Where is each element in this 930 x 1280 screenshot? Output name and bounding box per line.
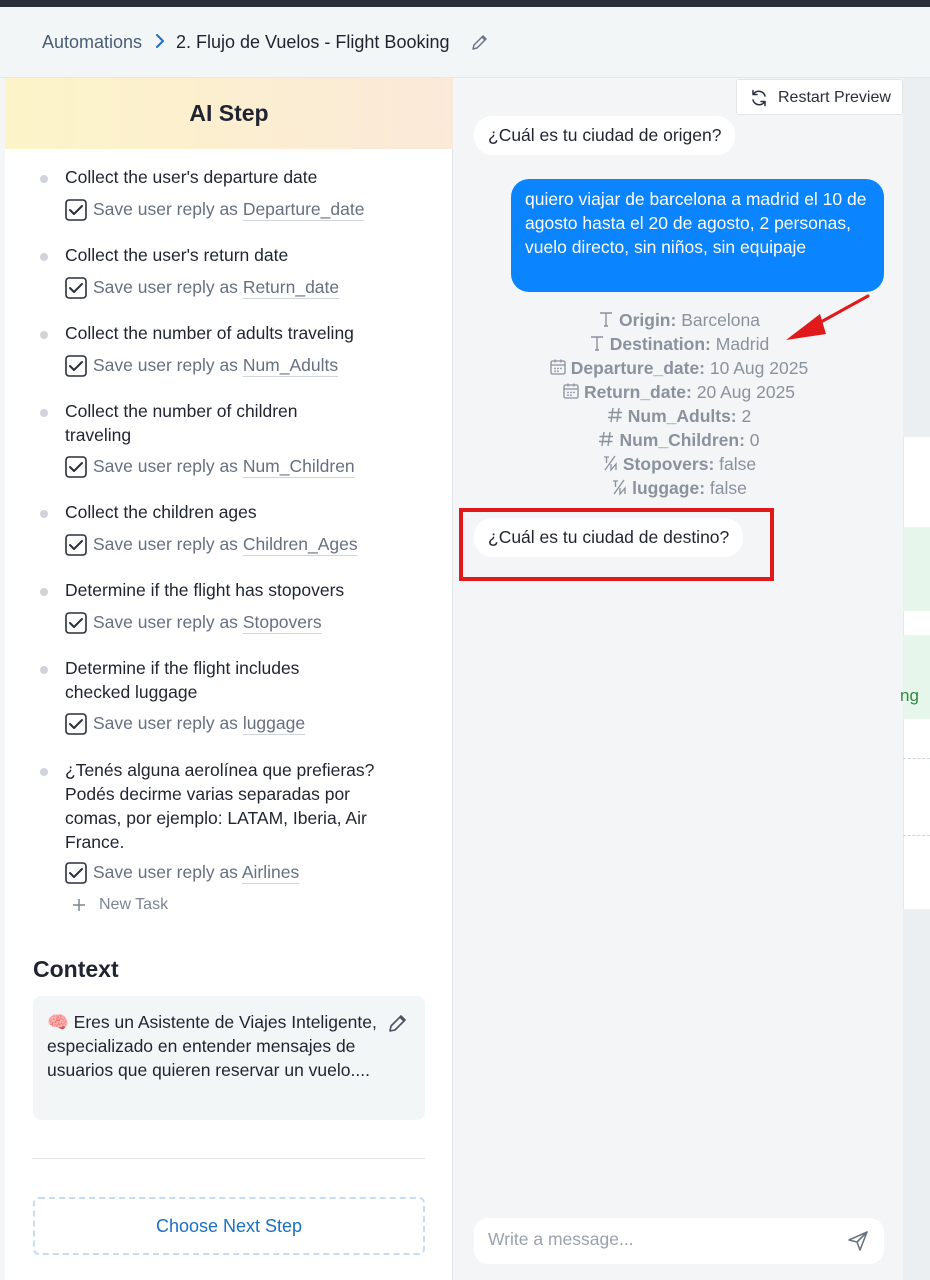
checkbox-checked-icon[interactable] — [65, 456, 87, 478]
task-label: Determine if the flight has stopovers — [65, 580, 345, 600]
save-reply-label: Save user reply as — [93, 199, 238, 219]
variable-value: Barcelona — [681, 310, 761, 330]
save-reply-option[interactable] — [65, 711, 445, 737]
variable-label: Origin: — [618, 310, 677, 330]
text-type-icon — [597, 310, 615, 328]
variable-value: 20 Aug 2025 — [696, 382, 796, 402]
message-composer[interactable] — [474, 1218, 884, 1264]
breadcrumb-automations-link[interactable]: Automations — [42, 32, 143, 52]
boolean-icon — [610, 478, 628, 496]
restart-preview-label: Restart Preview — [778, 89, 891, 106]
variable-label: Departure_date: — [570, 358, 706, 378]
variable-row — [454, 478, 903, 499]
variable-label: Num_Children: — [619, 430, 745, 450]
save-reply-option[interactable] — [65, 860, 445, 886]
variable-name[interactable]: Airlines — [241, 862, 300, 882]
task-label: Collect the number of adults traveling — [65, 323, 354, 343]
save-reply-option[interactable] — [65, 275, 445, 301]
ai-step-title: AI Step — [189, 100, 269, 126]
variable-label: Return_date: — [583, 382, 692, 402]
save-reply-option[interactable] — [65, 610, 445, 636]
variable-name[interactable]: Return_date — [242, 277, 340, 297]
variable-value: false — [719, 454, 757, 474]
new-task-label: New Task — [99, 896, 169, 913]
text-type-icon — [588, 334, 606, 352]
save-reply-label: Save user reply as — [93, 456, 238, 476]
background-green-block — [903, 635, 930, 719]
background-dashed-line — [903, 835, 930, 836]
variable-value: 2 — [741, 406, 752, 426]
save-reply-option[interactable] — [65, 532, 445, 558]
checkbox-checked-icon[interactable] — [65, 534, 87, 556]
save-reply-label: Save user reply as — [93, 534, 238, 554]
variable-row — [454, 430, 903, 451]
page-title: 2. Flujo de Vuelos - Flight Booking — [176, 32, 450, 52]
checkbox-checked-icon[interactable] — [65, 862, 87, 884]
bullet-icon — [40, 331, 48, 339]
checkbox-checked-icon[interactable] — [65, 355, 87, 377]
pencil-icon[interactable] — [470, 32, 490, 52]
variable-name[interactable]: Stopovers — [242, 612, 322, 632]
divider — [33, 1158, 425, 1159]
variable-name[interactable]: luggage — [242, 713, 306, 733]
background-green-block — [903, 527, 930, 611]
variable-name[interactable]: Departure_date — [242, 199, 365, 219]
number-icon — [606, 406, 624, 424]
choose-next-step-button[interactable]: Choose Next Step — [33, 1197, 425, 1255]
save-reply-option[interactable] — [65, 197, 445, 223]
bullet-icon — [40, 588, 48, 596]
checkbox-checked-icon[interactable] — [65, 713, 87, 735]
save-reply-label: Save user reply as — [93, 713, 238, 733]
save-reply-label: Save user reply as — [93, 612, 238, 632]
pencil-icon[interactable] — [387, 1012, 409, 1034]
task-label: Collect the number of children traveling — [65, 401, 298, 445]
variable-name[interactable]: Num_Children — [242, 456, 355, 476]
task-label: Collect the children ages — [65, 502, 257, 522]
variable-label: Destination: — [609, 334, 711, 354]
number-icon — [597, 430, 615, 448]
variable-row — [454, 382, 903, 403]
refresh-icon — [749, 88, 769, 108]
background-text-fragment: ng — [900, 686, 919, 705]
context-text: 🧠 Eres un Asistente de Viajes Inteligente, especializado en entender mensajes de usuarios que quieren reservar un vuelo.... — [47, 1012, 377, 1080]
variable-value: false — [709, 478, 747, 498]
context-box[interactable] — [33, 996, 425, 1120]
checkbox-checked-icon[interactable] — [65, 612, 87, 634]
variable-row — [454, 406, 903, 427]
checkbox-checked-icon[interactable] — [65, 199, 87, 221]
task-label: Collect the user's return date — [65, 245, 289, 265]
variable-name[interactable]: Children_Ages — [242, 534, 358, 554]
user-message: quiero viajar de barcelona a madrid el 10 de agosto hasta el 20 de agosto, 2 personas, vuelo directo, sin niños, sin equipaje — [511, 179, 884, 292]
task-label: ¿Tenés alguna aerolínea que prefieras? Podés decirme varias separadas por comas, por ejemplo: LATAM, Iberia, Air France. — [65, 760, 375, 852]
top-bar — [0, 0, 930, 7]
variable-value: Madrid — [715, 334, 770, 354]
bullet-icon — [40, 175, 48, 183]
variable-row — [454, 454, 903, 475]
bot-message: ¿Cuál es tu ciudad de origen? — [474, 116, 735, 155]
annotation-arrow-icon — [780, 290, 880, 350]
variable-name[interactable]: Num_Adults — [242, 355, 339, 375]
task-label: Collect the user's departure date — [65, 167, 318, 187]
checkbox-checked-icon[interactable] — [65, 277, 87, 299]
annotation-highlight-box — [459, 508, 774, 581]
save-reply-option[interactable] — [65, 353, 445, 379]
save-reply-option[interactable] — [65, 454, 445, 480]
variable-label: Num_Adults: — [627, 406, 737, 426]
ai-step-panel — [5, 78, 453, 1280]
bullet-icon — [40, 253, 48, 261]
message-input[interactable] — [488, 1229, 828, 1250]
save-reply-label: Save user reply as — [93, 862, 238, 882]
send-icon[interactable] — [846, 1229, 870, 1253]
calendar-icon — [549, 358, 567, 376]
bullet-icon — [40, 409, 48, 417]
bullet-icon — [40, 768, 48, 776]
chevron-right-icon — [152, 31, 168, 51]
boolean-icon — [601, 454, 619, 472]
calendar-icon — [562, 382, 580, 400]
variable-label: luggage: — [632, 478, 706, 498]
task-label: Determine if the flight includes checked luggage — [65, 658, 300, 702]
variable-value: 10 Aug 2025 — [709, 358, 809, 378]
ai-step-header — [5, 78, 453, 149]
chat-preview-panel — [454, 78, 903, 1280]
restart-preview-button[interactable] — [736, 79, 903, 115]
background-dashed-line — [903, 758, 930, 759]
bullet-icon — [40, 666, 48, 674]
header — [0, 7, 930, 78]
bot-message: ¿Cuál es tu ciudad de destino? — [474, 518, 743, 557]
save-reply-label: Save user reply as — [93, 355, 238, 375]
variable-row — [454, 358, 903, 379]
save-reply-label: Save user reply as — [93, 277, 238, 297]
bullet-icon — [40, 510, 48, 518]
context-title: Context — [33, 956, 119, 982]
plus-icon — [72, 898, 86, 912]
variable-label: Stopovers: — [622, 454, 715, 474]
variable-value: 0 — [749, 430, 760, 450]
